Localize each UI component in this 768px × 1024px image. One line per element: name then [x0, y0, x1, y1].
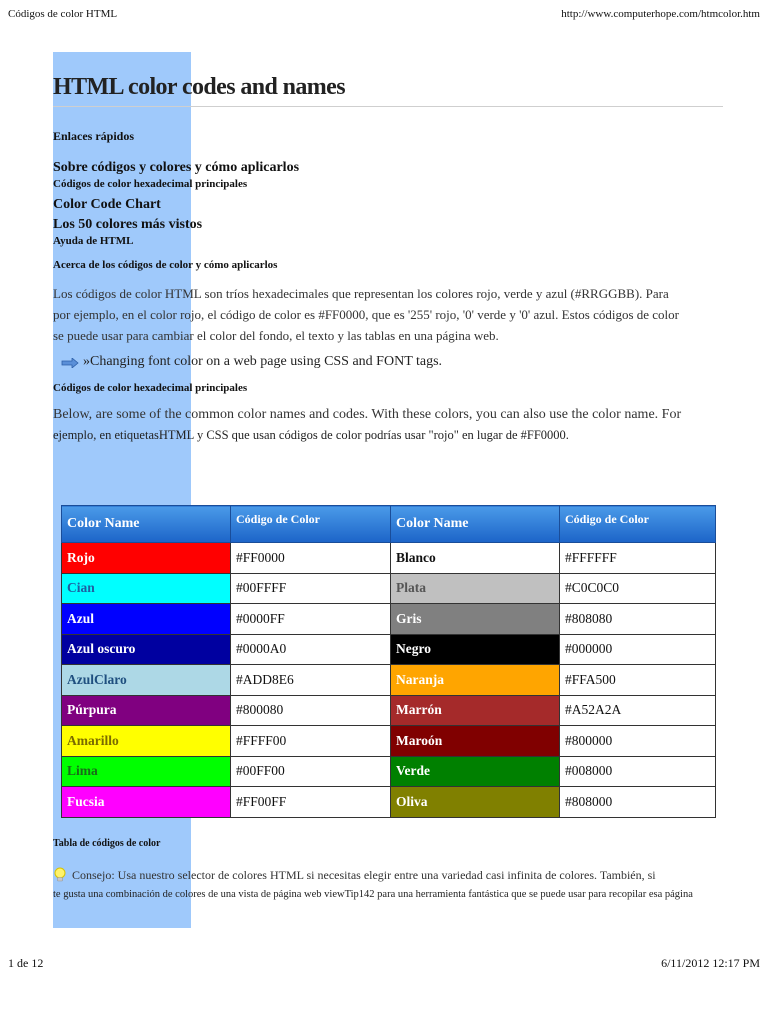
- tip-block: [53, 867, 733, 903]
- color-code-cell: #800080: [231, 695, 391, 726]
- column-header-name: Color Name: [391, 506, 560, 543]
- color-code-cell: #800000: [560, 726, 716, 757]
- color-code-cell: #008000: [560, 756, 716, 787]
- intro-line: ejemplo, en etiquetasHTML y CSS que usan códigos de color podrías usar "rojo" en lugar de #FF0000.: [53, 428, 569, 442]
- table-row: [62, 726, 716, 757]
- color-swatch-cell: AzulClaro: [62, 665, 231, 696]
- color-swatch-cell: Azul: [62, 604, 231, 635]
- page-content: [53, 52, 733, 444]
- color-swatch-cell: Azul oscuro: [62, 634, 231, 665]
- print-datetime: 6/11/2012 12:17 PM: [661, 956, 760, 970]
- table-header-row: [62, 506, 716, 543]
- color-code-cell: #0000FF: [231, 604, 391, 635]
- about-line: por ejemplo, en el color rojo, el código de color es #FF0000, que es '255' rojo, '0' verde y '0' azul. Estos códigos de color: [53, 307, 679, 322]
- column-header-code: Código de Color: [560, 506, 716, 543]
- tip-text: te gusta una combinación de colores de una vista de página web viewTip142 para una herramienta fantástica que se puede usar para recopilar esa página: [53, 889, 693, 900]
- page-title: HTML color codes and names: [53, 74, 723, 107]
- table-caption: Tabla de códigos de color: [53, 838, 161, 849]
- quick-link-top-50[interactable]: Los 50 colores más vistos: [53, 217, 203, 232]
- print-footer: [8, 956, 760, 972]
- color-code-cell: #0000A0: [231, 634, 391, 665]
- color-code-cell: #FFFFFF: [560, 543, 716, 574]
- color-code-cell: #FF0000: [231, 543, 391, 574]
- color-swatch-cell: Negro: [391, 634, 560, 665]
- color-swatch-cell: Verde: [391, 756, 560, 787]
- color-swatch-cell: Cian: [62, 573, 231, 604]
- color-swatch-cell: Púrpura: [62, 695, 231, 726]
- table-row: [62, 665, 716, 696]
- about-line: se puede usar para cambiar el color del fondo, el texto y las tablas en una página web.: [53, 328, 499, 343]
- font-color-link[interactable]: [53, 354, 733, 370]
- quick-link-hex-codes[interactable]: Códigos de color hexadecimal principales: [53, 178, 248, 190]
- print-header-title: Códigos de color HTML: [8, 8, 118, 20]
- font-color-link-text[interactable]: »Changing font color on a web page using CSS and FONT tags.: [83, 354, 443, 369]
- color-swatch-cell: Rojo: [62, 543, 231, 574]
- quick-links-title: Enlaces rápidos: [53, 129, 135, 143]
- table-row: [62, 573, 716, 604]
- print-header-url: http://www.computerhope.com/htmcolor.htm: [561, 8, 760, 20]
- color-code-cell: #808080: [560, 604, 716, 635]
- color-swatch-cell: Lima: [62, 756, 231, 787]
- quick-link-about[interactable]: Sobre códigos y colores y cómo aplicarlos: [53, 160, 300, 175]
- about-paragraph: [53, 283, 733, 346]
- color-code-cell: #00FFFF: [231, 573, 391, 604]
- color-swatch-cell: Plata: [391, 573, 560, 604]
- color-code-cell: #FFA500: [560, 665, 716, 696]
- table-row: [62, 787, 716, 818]
- color-code-cell: #FFFF00: [231, 726, 391, 757]
- color-swatch-cell: Gris: [391, 604, 560, 635]
- color-code-cell: #000000: [560, 634, 716, 665]
- color-table: [61, 505, 716, 818]
- color-swatch-cell: Blanco: [391, 543, 560, 574]
- color-code-cell: #A52A2A: [560, 695, 716, 726]
- color-swatch-cell: Marrón: [391, 695, 560, 726]
- color-code-cell: #808000: [560, 787, 716, 818]
- table-row: [62, 634, 716, 665]
- intro-line: Below, are some of the common color names and codes. With these colors, you can also use the color name. For: [53, 407, 682, 422]
- intro-paragraph: [53, 404, 733, 444]
- color-swatch-cell: Maroón: [391, 726, 560, 757]
- color-swatch-cell: Fucsia: [62, 787, 231, 818]
- color-code-cell: #FF00FF: [231, 787, 391, 818]
- quick-link-html-help[interactable]: Ayuda de HTML: [53, 235, 134, 247]
- tip-text: Consejo: Usa nuestro selector de colores HTML si necesitas elegir entre una variedad casi infinita de colores. También, si: [72, 868, 656, 882]
- about-line: Los códigos de color HTML son tríos hexadecimales que representan los colores rojo, verde y azul (#RRGGBB). Para: [53, 286, 669, 301]
- color-code-cell: #C0C0C0: [560, 573, 716, 604]
- color-swatch-cell: Naranja: [391, 665, 560, 696]
- print-header: [8, 8, 760, 22]
- color-swatch-cell: Oliva: [391, 787, 560, 818]
- table-row: [62, 543, 716, 574]
- quick-link-color-chart[interactable]: Color Code Chart: [53, 197, 161, 212]
- column-header-name: Color Name: [62, 506, 231, 543]
- color-code-cell: #ADD8E6: [231, 665, 391, 696]
- color-swatch-cell: Amarillo: [62, 726, 231, 757]
- hex-heading: Códigos de color hexadecimal principales: [53, 382, 248, 394]
- table-row: [62, 604, 716, 635]
- lightbulb-icon: [53, 867, 67, 883]
- column-header-code: Código de Color: [231, 506, 391, 543]
- color-code-cell: #00FF00: [231, 756, 391, 787]
- table-row: [62, 756, 716, 787]
- arrow-right-icon: [61, 357, 79, 367]
- page-number: 1 de 12: [8, 956, 44, 970]
- about-heading: Acerca de los códigos de color y cómo aplicarlos: [53, 259, 278, 271]
- table-row: [62, 695, 716, 726]
